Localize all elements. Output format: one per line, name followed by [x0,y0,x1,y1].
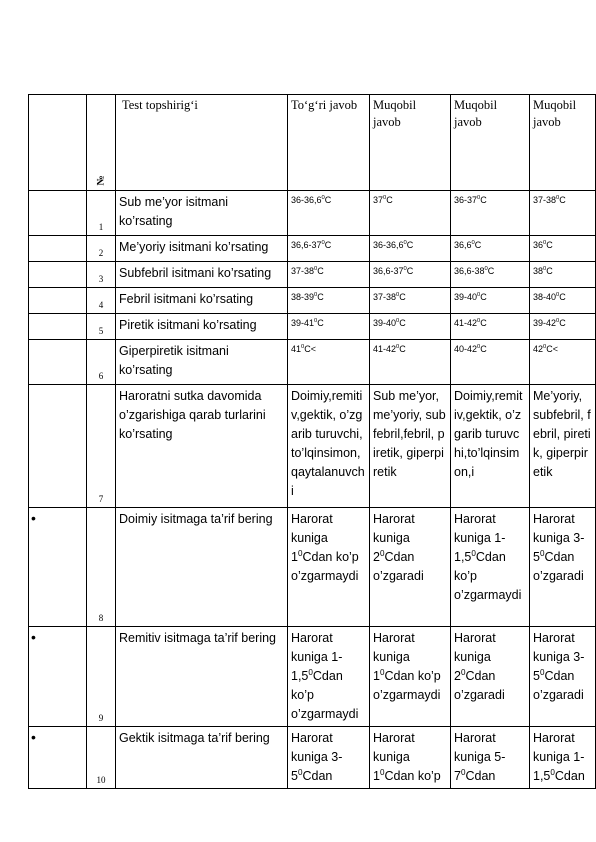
alternative-answer: Doimiy,remitiv,gektik, o’zgarib turuvchi,to’lqinsimon,i [451,385,530,508]
question-text: Sub me’yor isitmani ko’rsating [116,191,288,236]
table-row [29,236,596,262]
alternative-answer: $38-40^0C$ [530,288,596,314]
alternative-answer: Me’yoriy, subfebril, febril, piretik, giperpiretik [530,385,596,508]
alternative-answer: $36^0C$ [530,236,596,262]
alternative-answer: Harorat kuniga $1-1,5^0Cdan$ [530,727,596,789]
table-row [29,191,596,236]
question-text: Me’yoriy isitmani ko’rsating [116,236,288,262]
row-number: 2 [87,236,116,262]
bullet-point: • [29,627,87,727]
bullet-point: • [29,727,87,789]
row-number: 9 [87,627,116,727]
row-number: 4 [87,288,116,314]
alternative-answer: Harorat kuniga $2^0Cdan$ o’zgaradi [451,627,530,727]
alternative-answer-header-2: Muqobil javob [451,95,530,191]
alternative-answer: Harorat kuniga $1^0Cdan$ ko’p [370,727,451,789]
question-text: Piretik isitmani ko’rsating [116,314,288,340]
alternative-answer: Harorat kuniga $1-1,5^0Cdan$ ko’p o’zgarmaydi [451,508,530,627]
alternative-answer: Harorat kuniga $5-7^0Cdan$ [451,727,530,789]
alternative-answer: $40-42^0C$ [451,340,530,385]
test-table [28,94,596,789]
alternative-answer: $38^0C$ [530,262,596,288]
alternative-answer: $42^0C<$ [530,340,596,385]
bullet-cell [29,288,87,314]
bullet-cell [29,95,87,191]
alternative-answer: Harorat kuniga $2^0Cdan$ o’zgaradi [370,508,451,627]
table-row [29,385,596,508]
alternative-answer: Harorat kuniga $3-5^0Cdan$ o’zgaradi [530,508,596,627]
row-number: 3 [87,262,116,288]
correct-answer: $41^0C<$ [288,340,370,385]
alternative-answer: $41-42^0C$ [370,340,451,385]
question-text: Haroratni sutka davomida o’zgarishiga qarab turlarini ko’rsating [116,385,288,508]
correct-answer: $39-41^0C$ [288,314,370,340]
row-number: 10 [87,727,116,789]
header-row [29,95,596,191]
alternative-answer: Harorat kuniga $1^0Cdan$ ko’p o’zgarmaydi [370,627,451,727]
correct-answer: Harorat kuniga $3-5^0Cdan$ [288,727,370,789]
bullet-cell [29,340,87,385]
table-row [29,727,596,789]
alternative-answer: $36-37^0C$ [451,191,530,236]
correct-answer: Harorat kuniga $1-1,5^0Cdan$ ko’p o’zgarmaydi [288,627,370,727]
question-text: Gektik isitmaga ta’rif bering [116,727,288,789]
table-row [29,627,596,727]
correct-answer: $37-38^0C$ [288,262,370,288]
table-row [29,340,596,385]
question-text: Subfebril isitmani ko’rsating [116,262,288,288]
bullet-cell [29,191,87,236]
bullet-point: • [29,508,87,627]
row-number: 6 [87,340,116,385]
alternative-answer-header-1: Muqobil javob [370,95,451,191]
alternative-answer: $39-40^0C$ [370,314,451,340]
question-text: Febril isitmani ko’rsating [116,288,288,314]
correct-answer: 36-36,6$^0$C [288,191,370,236]
alternative-answer: 36,6$^0$C [451,236,530,262]
bullet-cell [29,236,87,262]
alternative-answer: $36,6-37^0C$ [370,262,451,288]
table-row [29,262,596,288]
alternative-answer: $37-38^0C$ [530,191,596,236]
bullet-cell [29,385,87,508]
alternative-answer: $41-42^0C$ [451,314,530,340]
row-number: 5 [87,314,116,340]
alternative-answer: $39-40^0C$ [451,288,530,314]
alternative-answer-header-3: Muqobil javob [530,95,596,191]
correct-answer: Harorat kuniga $1^0Cdan$ ko’p o’zgarmaydi [288,508,370,627]
row-number: 8 [87,508,116,627]
alternative-answer: $37^0C$ [370,191,451,236]
alternative-answer: Sub me’yor, me’yoriy, subfebril,febril, piretik, giperpiretik [370,385,451,508]
table-row [29,508,596,627]
question-text: Remitiv isitmaga ta’rif bering [116,627,288,727]
row-number: 1 [87,191,116,236]
question-header: Test topshirig‘i [116,95,288,191]
number-sign: № [95,175,107,186]
alternative-answer: 36-36,6$^0$C [370,236,451,262]
alternative-answer: $36,6-38^0C$ [451,262,530,288]
number-header [87,95,116,191]
alternative-answer: Harorat kuniga $3-5^0Cdan$ o’zgaradi [530,627,596,727]
question-text: Doimiy isitmaga ta’rif bering [116,508,288,627]
table-row [29,314,596,340]
correct-answer: Doimiy,remitiv,gektik, o’zgarib turuvchi,to’lqinsimon,qaytalanuvchi [288,385,370,508]
bullet-cell [29,262,87,288]
correct-answer: $36,6-37^0C$ [288,236,370,262]
correct-answer: $38-39^0C$ [288,288,370,314]
bullet-cell [29,314,87,340]
correct-answer-header: To‘g‘ri javob [288,95,370,191]
table-row [29,288,596,314]
alternative-answer: $37-38^0C$ [370,288,451,314]
row-number: 7 [87,385,116,508]
question-text: Giperpiretik isitmani ko’rsating [116,340,288,385]
alternative-answer: $39-42^0C$ [530,314,596,340]
